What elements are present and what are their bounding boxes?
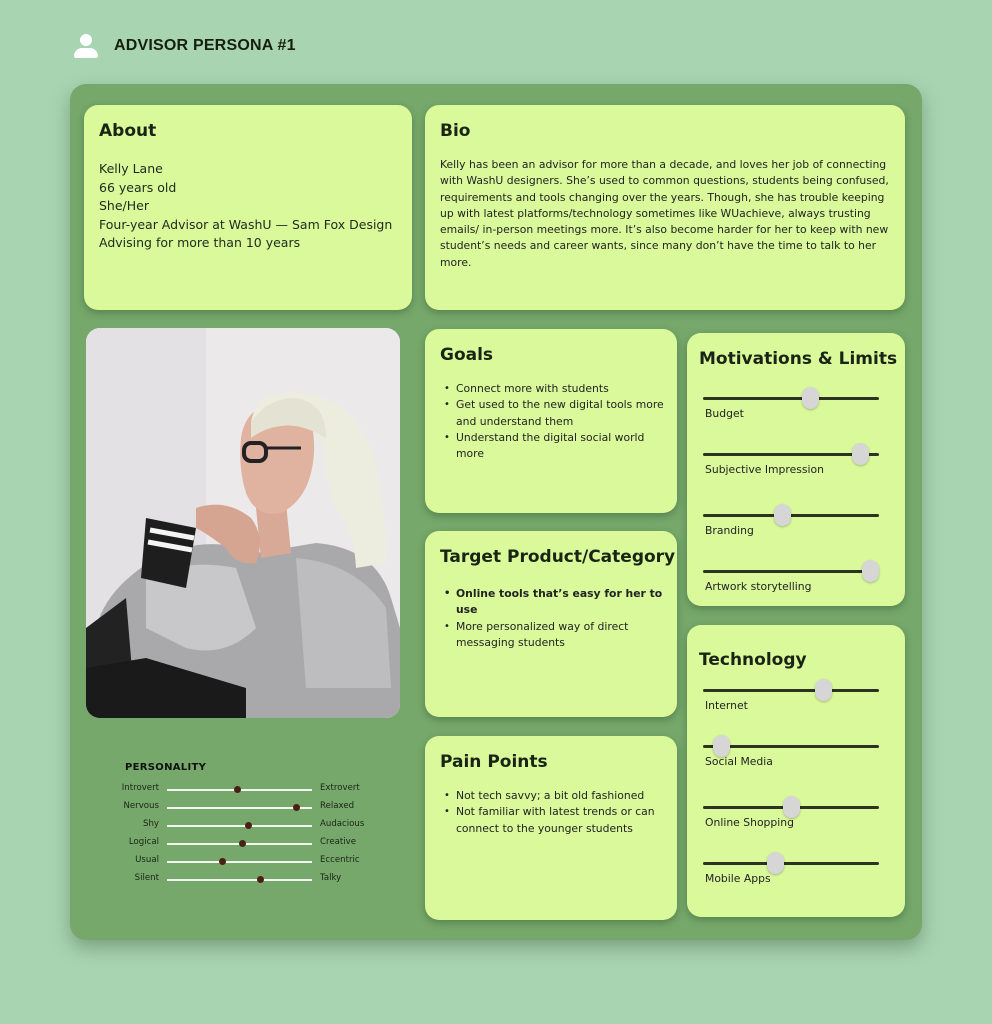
about-card bbox=[84, 105, 412, 310]
personality-right-label: Eccentric bbox=[320, 855, 360, 865]
slider-label: Subjective Impression bbox=[705, 463, 824, 476]
personality-marker bbox=[219, 858, 226, 865]
slider-mobile-apps[interactable] bbox=[703, 862, 879, 886]
pain-points-card bbox=[425, 736, 677, 920]
personality-row bbox=[125, 801, 385, 813]
slider-thumb[interactable] bbox=[713, 735, 730, 757]
slider-thumb[interactable] bbox=[802, 387, 819, 409]
technology-title: Technology bbox=[699, 650, 807, 670]
goals-title: Goals bbox=[440, 345, 494, 365]
bio-card bbox=[425, 105, 905, 310]
personality-scale-line bbox=[167, 825, 312, 827]
slider-label: Budget bbox=[705, 407, 744, 420]
personality-scale-line bbox=[167, 861, 312, 863]
slider-thumb[interactable] bbox=[783, 796, 800, 818]
persona-photo bbox=[86, 328, 400, 718]
personality-right-label: Creative bbox=[320, 837, 357, 847]
slider-thumb[interactable] bbox=[774, 504, 791, 526]
slider-thumb[interactable] bbox=[815, 679, 832, 701]
personality-right-label: Relaxed bbox=[320, 801, 355, 811]
page-header bbox=[72, 30, 296, 62]
user-icon bbox=[72, 32, 100, 60]
slider-branding[interactable] bbox=[703, 514, 879, 538]
personality-right-label: Extrovert bbox=[320, 783, 360, 793]
list-item: • Not tech savvy; a bit old fashioned bbox=[440, 788, 667, 804]
motivations-card bbox=[687, 333, 905, 606]
slider-social-media[interactable] bbox=[703, 745, 879, 769]
bio-title: Bio bbox=[440, 121, 471, 141]
goals-list bbox=[440, 381, 667, 462]
personality-row bbox=[121, 783, 385, 795]
slider-thumb[interactable] bbox=[862, 560, 879, 582]
personality-marker bbox=[293, 804, 300, 811]
about-role: Four-year Advisor at WashU — Sam Fox Design bbox=[99, 216, 393, 232]
personality-marker bbox=[257, 876, 264, 883]
personality-right-label: Talky bbox=[320, 873, 342, 883]
about-pronouns: She/Her bbox=[99, 198, 149, 214]
slider-label: Internet bbox=[705, 699, 748, 712]
slider-internet[interactable] bbox=[703, 689, 879, 713]
personality-scale-line bbox=[167, 807, 312, 809]
personality-row bbox=[125, 873, 385, 885]
slider-label: Artwork storytelling bbox=[705, 580, 812, 593]
slider-online-shopping[interactable] bbox=[703, 806, 879, 830]
slider-budget[interactable] bbox=[703, 397, 879, 421]
slider-label: Branding bbox=[705, 524, 754, 537]
personality-left-label: Silent bbox=[134, 873, 159, 883]
personality-marker bbox=[239, 840, 246, 847]
personality-right-label: Audacious bbox=[320, 819, 365, 829]
about-age: 66 years old bbox=[99, 179, 177, 195]
slider-subjective-impression[interactable] bbox=[703, 453, 879, 477]
slider-thumb[interactable] bbox=[852, 443, 869, 465]
personality-scale-line bbox=[167, 879, 312, 881]
target-title: Target Product/Category bbox=[440, 547, 676, 567]
about-title: About bbox=[99, 121, 157, 141]
personality-row bbox=[125, 855, 385, 867]
page-title: ADVISOR PERSONA #1 bbox=[114, 37, 296, 54]
personality-marker bbox=[234, 786, 241, 793]
motivations-title: Motivations & Limits bbox=[699, 349, 898, 369]
personality-marker bbox=[245, 822, 252, 829]
goals-card bbox=[425, 329, 677, 513]
list-item: • Online tools that’s easy for her to use bbox=[440, 586, 667, 619]
personality-row bbox=[125, 837, 385, 849]
personality-title: PERSONALITY bbox=[125, 762, 207, 773]
pain-list bbox=[440, 788, 667, 837]
slider-label: Online Shopping bbox=[705, 816, 794, 829]
personality-section bbox=[121, 762, 385, 883]
pain-title: Pain Points bbox=[440, 752, 548, 772]
personality-left-label: Usual bbox=[135, 855, 159, 865]
list-item: • Not familiar with latest trends or can connect to the younger students bbox=[440, 804, 667, 837]
personality-left-label: Introvert bbox=[121, 783, 159, 793]
slider-artwork-storytelling[interactable] bbox=[703, 570, 879, 594]
persona-photo-illustration bbox=[86, 328, 400, 718]
personality-left-label: Logical bbox=[128, 837, 159, 847]
slider-label: Social Media bbox=[705, 755, 773, 768]
target-list bbox=[440, 586, 667, 651]
list-item: • Understand the digital social world more bbox=[440, 430, 667, 463]
personality-left-label: Nervous bbox=[123, 801, 159, 811]
personality-row bbox=[125, 819, 385, 831]
bio-text: Kelly has been an advisor for more than a decade, and loves her job of connecting with WashU designers. She’s used to common questions, students being confused, requirements and tools changing over the years. Though, she has trouble keeping up with latest platforms/technology sometimes like WUachieve, always trusting emails/ in-person meetings more. It’s also become harder for her to keep with new student’s needs and career wants, since many don’t have the time to talk to her more. bbox=[440, 158, 889, 269]
personality-left-label: Shy bbox=[143, 819, 159, 829]
target-product-card bbox=[425, 531, 677, 717]
about-details bbox=[99, 160, 392, 253]
slider-label: Mobile Apps bbox=[705, 872, 771, 885]
list-item: • More personalized way of direct messaging students bbox=[440, 619, 667, 652]
list-item: • Connect more with students bbox=[440, 381, 667, 397]
about-experience: Advising for more than 10 years bbox=[99, 235, 301, 251]
technology-card bbox=[687, 625, 905, 917]
slider-thumb[interactable] bbox=[767, 852, 784, 874]
about-name: Kelly Lane bbox=[99, 161, 163, 176]
list-item: • Get used to the new digital tools more and understand them bbox=[440, 397, 667, 430]
